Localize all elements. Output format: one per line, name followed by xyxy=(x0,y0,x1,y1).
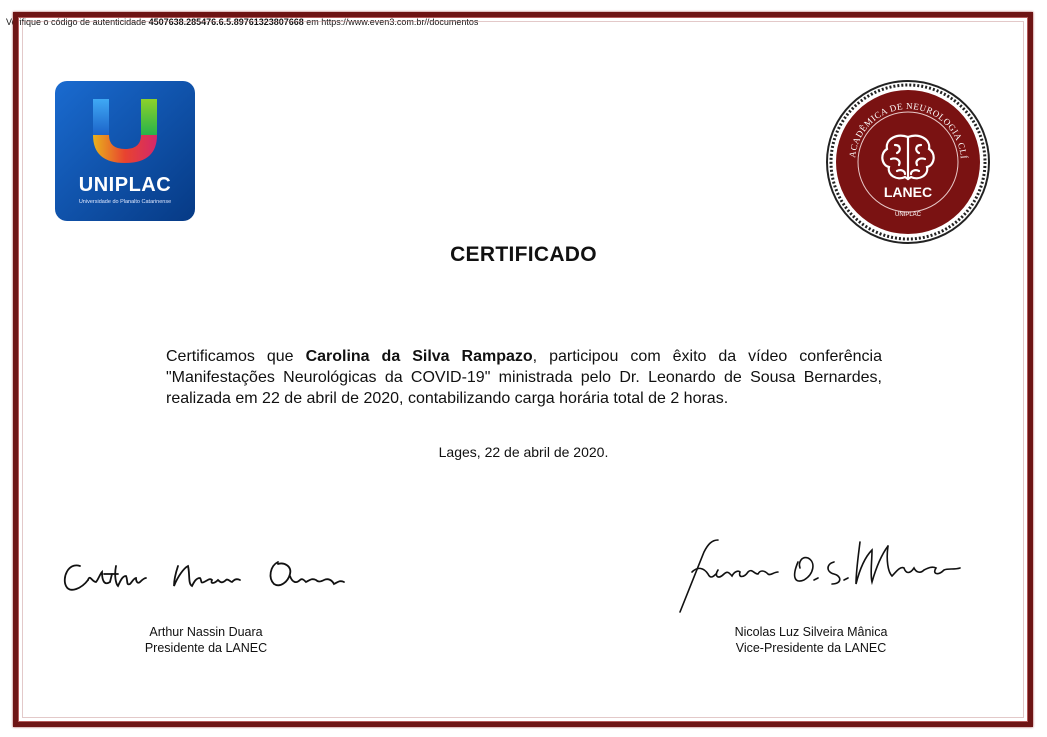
seal-footer: UNIPLAC xyxy=(894,212,922,218)
signature-vice-president xyxy=(674,532,974,614)
signature-2-name: Nicolas Luz Silveira Mânica xyxy=(734,625,888,639)
lanec-seal xyxy=(825,79,991,245)
signature-president xyxy=(58,552,358,602)
certificate-body xyxy=(166,346,882,409)
signature-1-role: Presidente da LANEC xyxy=(144,641,268,655)
verification-url[interactable]: em https://www.even3.com.br//documentos xyxy=(303,17,479,27)
uniplac-subtitle: Universidade do Planalto Catarinense xyxy=(78,199,172,205)
uniplac-name: UNIPLAC xyxy=(78,174,172,196)
verification-code: 4507638.285476.6.5.89761323807668 xyxy=(148,17,304,27)
certificate-title: CERTIFICADO xyxy=(450,243,597,266)
certificate-body-text: , participou com êxito da vídeo conferência "Manifestações Neurológicas da COVID-19" ministrada pelo Dr. Leonardo de Sousa Bernardes, realizada em 22 de abril de 2020, contabilizando carga horária total de 2 horas. xyxy=(166,348,882,407)
seal-name: LANEC xyxy=(883,184,933,200)
place-date: Lages, 22 de abril de 2020. xyxy=(438,444,609,460)
uniplac-logo xyxy=(55,81,195,221)
seal-ring-text: ACADÊMICA DE NEUROLOGIA CLÍ xyxy=(847,100,969,160)
signature-1-name: Arthur Nassin Duara xyxy=(149,625,263,639)
signature-2-role: Vice-Presidente da LANEC xyxy=(735,641,887,655)
brain-icon xyxy=(882,136,933,179)
verification-prefix: Verifique o código de autenticidade xyxy=(6,17,149,27)
recipient-name: Carolina da Silva Rampazo xyxy=(305,348,533,365)
certificate-intro: Certificamos que xyxy=(166,348,306,365)
lanec-seal-icon xyxy=(825,79,991,245)
